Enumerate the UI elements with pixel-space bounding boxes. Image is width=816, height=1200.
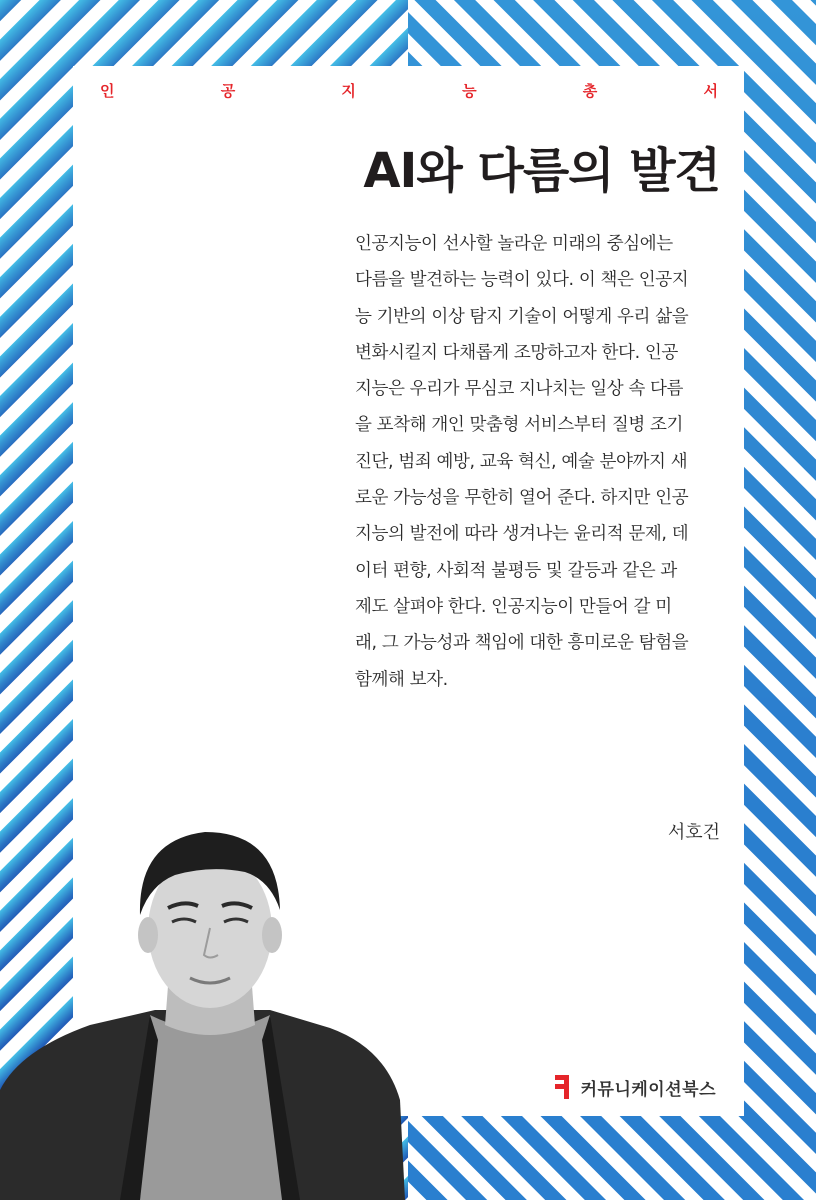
series-char: 서: [703, 82, 718, 100]
description-line: 변화시킬지 다채롭게 조망하고자 한다. 인공: [355, 342, 678, 363]
description-line: 로운 가능성을 무한히 열어 준다. 하지만 인공: [355, 488, 689, 509]
description-line: 지능은 우리가 무심코 지나치는 일상 속 다름: [355, 379, 684, 400]
series-char: 공: [220, 82, 236, 100]
book-description: [355, 226, 723, 698]
author-portrait-image: [0, 810, 420, 1200]
description-line: 지능의 발전에 따라 생겨나는 윤리적 문제, 데: [355, 524, 689, 545]
description-line: 래, 그 가능성과 책임에 대한 흥미로운 탐험을: [355, 633, 689, 654]
description-line: 능 기반의 이상 탐지 기술이 어떻게 우리 삶을: [355, 306, 689, 327]
book-title: AI와 다름의 발견: [363, 143, 720, 199]
series-label: [100, 80, 718, 102]
description-line: 을 포착해 개인 맞춤형 서비스부터 질병 조기: [355, 415, 684, 436]
description-line: 제도 살펴야 한다. 인공지능이 만들어 갈 미: [355, 596, 672, 617]
series-char: 지: [341, 82, 356, 100]
publisher-name: 커뮤니케이션북스: [580, 1079, 716, 1100]
description-line: 인공지능이 선사할 놀라운 미래의 중심에는: [355, 234, 673, 254]
series-char: 인: [100, 82, 115, 100]
author-name: 서호건: [667, 822, 720, 843]
series-char: 총: [582, 82, 598, 100]
description-line: 이터 편향, 사회적 불평등 및 갈등과 같은 과: [355, 560, 677, 581]
publisher-logo-icon: [553, 1073, 573, 1101]
description-line: 함께해 보자.: [355, 669, 448, 690]
description-line: 진단, 범죄 예방, 교육 혁신, 예술 분야까지 새: [355, 451, 688, 472]
series-char: 능: [462, 82, 477, 100]
publisher-logo: [553, 1073, 716, 1101]
description-line: 다름을 발견하는 능력이 있다. 이 책은 인공지: [355, 270, 689, 291]
